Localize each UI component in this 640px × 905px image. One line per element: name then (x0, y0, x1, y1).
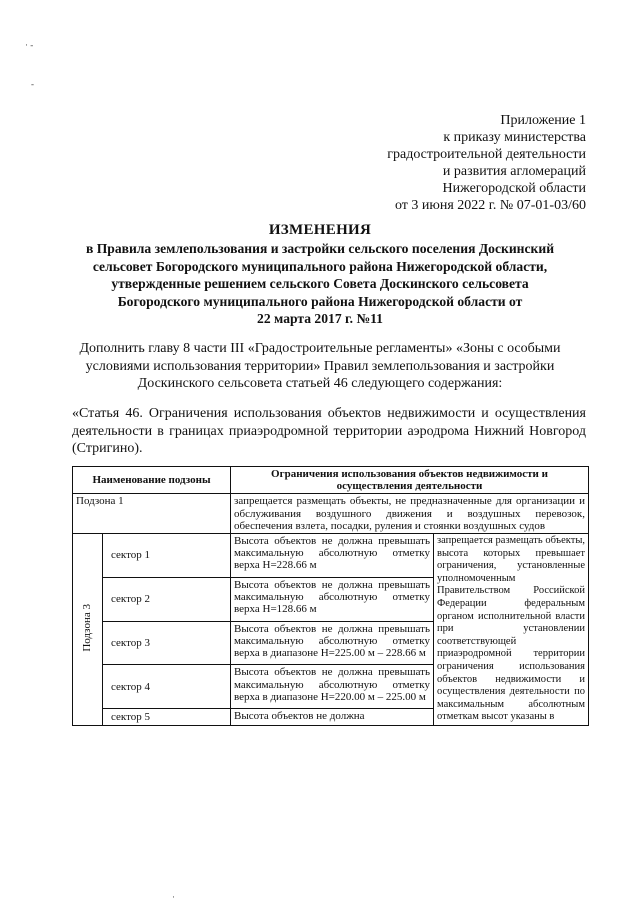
scan-artifact: · - (25, 40, 34, 50)
subzone-3-label: Подзона 3 (81, 604, 94, 652)
sector-3-restriction: Высота объектов не должна превышать максимальную абсолютную отметку верха в диапазоне Н=225.00 м – 228.66 м (231, 621, 434, 665)
subzone-3-name (73, 534, 103, 726)
article-46-text: «Статья 46. Ограничения использования объектов недвижимости и осуществления деятельности в границах приаэродромной территории аэродрома Нижний Новгород (Стригино). (72, 406, 586, 456)
intro-paragraph (70, 340, 570, 393)
subtitle-line: 22 марта 2017 г. №11 (257, 311, 383, 326)
intro-line: Доскинского сельсовета статьей 46 следующего содержания: (137, 376, 503, 391)
document-subtitle (60, 240, 580, 328)
appendix-line: Нижегородской области (442, 181, 586, 196)
sector-1-restriction: Высота объектов не должна превышать максимальную абсолютную отметку верха Н=228.66 м (231, 534, 434, 578)
intro-line: Дополнить главу 8 части III «Градостроительные регламенты» «Зоны с особыми (79, 341, 561, 356)
appendix-line: Приложение 1 (500, 113, 586, 128)
appendix-line: градостроительной деятельности (387, 147, 586, 162)
subzone-3-common-restriction: запрещается размещать объекты, высота которых превышает ограничения, установленные уполномоченным Правительством Российской Федерации федеральным органом исполнительной власти при установлении соответствующей приаэродромной территории ограничения использования объектов недвижимости и осуществления деятельности по максимальным абсолютным отметкам высот указаны в (434, 534, 589, 726)
sector-3-name: сектор 3 (103, 621, 231, 665)
appendix-line: от 3 июня 2022 г. № 07-01-03/60 (394, 198, 586, 213)
sector-4-name: сектор 4 (103, 665, 231, 709)
sector-5-name: сектор 5 (103, 709, 231, 726)
table-header-row (73, 467, 589, 494)
sector-2-restriction: Высота объектов не должна превышать максимальную абсолютную отметку верха Н=128.66 м (231, 577, 434, 621)
appendix-line: к приказу министерства (443, 130, 586, 145)
header-subzone: Наименование подзоны (73, 467, 231, 494)
sector-2-name: сектор 2 (103, 577, 231, 621)
document-title: ИЗМЕНЕНИЯ (268, 222, 372, 238)
sector-5-restriction: Высота объектов не должна (231, 709, 434, 726)
subzone-1-name: Подзона 1 (73, 494, 231, 534)
header-restrictions: Ограничения использования объектов недвижимости и осуществления деятельности (231, 467, 589, 494)
intro-line: условиями использования территории» Правил землепользования и застройки (85, 358, 555, 374)
subtitle-line: Богородского муниципального района Нижегородской области от (117, 293, 523, 309)
appendix-line: и развития агломераций (442, 164, 586, 179)
subtitle-line: сельсовет Богородского муниципального района Нижегородской области, (92, 258, 548, 274)
subtitle-line: в Правила землепользования и застройки сельского поселения Доскинский (85, 241, 555, 256)
scan-artifact: · (172, 892, 175, 902)
subtitle-line: утвержденные решением сельского Совета Доскинского сельсовета (111, 276, 529, 291)
sector-1-name: сектор 1 (103, 534, 231, 578)
appendix-reference (387, 112, 586, 214)
restrictions-table (72, 466, 589, 726)
table-row (73, 494, 589, 534)
table-row (73, 534, 589, 578)
sector-4-restriction: Высота объектов не должна превышать максимальную абсолютную отметку верха в диапазоне Н=220.00 м – 225.00 м (231, 665, 434, 709)
subzone-1-restriction: запрещается размещать объекты, не предназначенные для организации и обслуживания воздушного движения и воздушных перевозок, обеспечения взлета, посадки, руления и стоянки воздушных судов (231, 494, 589, 534)
scan-artifact: - (31, 79, 34, 89)
